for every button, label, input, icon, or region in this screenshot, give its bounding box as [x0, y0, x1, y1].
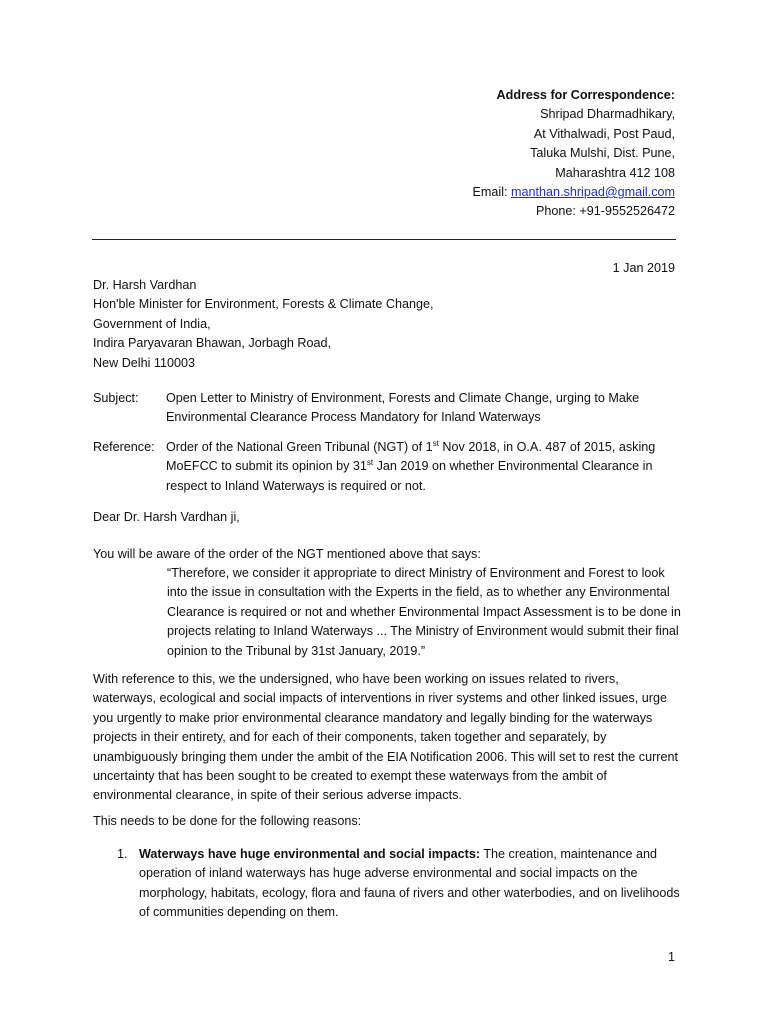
phone-line: Phone: +91-9552526472 — [535, 204, 675, 219]
reference-row — [93, 438, 676, 496]
recipient-street: Indira Paryavaran Bhawan, Jorbagh Road, — [93, 336, 332, 351]
list-item-lead: Waterways have huge environmental and social impacts: — [139, 847, 481, 861]
body-paragraph-2: This needs to be done for the following reasons: — [93, 814, 362, 828]
ngt-order-quote: “Therefore, we consider it appropriate to direct Ministry of Environment and Forest to look into the issue in consultation with the Experts in the field, as to whether any Environmental Clearance is required or not and whether Environmental Impact Assessment is to be done in projects relating to Inland Waterways ... The Ministry of Environment would submit their final opinion to the Tribunal by 31st January, 2019.” — [167, 566, 681, 658]
list-item-text: The creation, maintenance and operation of inland waterways has huge adverse environmental and social impacts on the morphology, habitats, ecology, flora and fauna of rivers and other waterbodies, and on livelihoods of communities depending on them. — [139, 847, 680, 920]
subject-label: Subject: — [93, 391, 139, 405]
email-link[interactable]: manthan.shripad@gmail.com — [511, 185, 675, 200]
body-paragraph-1: With reference to this, we the undersigned, who have been working on issues related to rivers, waterways, ecological and social impacts of interventions in river systems and other linked issues, urge you urgently to make prior environmental clearance mandatory and legally binding for the waterways projects in their entirety, and for each of their components, taken together and separately, by unambiguously bringing them under the ambit of the EIA Notification 2006. This will set to rest the current uncertainty that has been sought to be created to exempt these waterways from the ambit of environmental clearance, in spite of their serious adverse impacts. — [93, 672, 678, 803]
recipient-name: Dr. Harsh Vardhan — [93, 278, 197, 292]
email-line — [473, 183, 675, 202]
recipient-government: Government of India, — [93, 316, 211, 331]
subject-text: Open Letter to Ministry of Environment, Forests and Climate Change, urging to Make Environmental Clearance Process Mandatory for Inland Waterways — [166, 391, 640, 425]
salutation: Dear Dr. Harsh Vardhan ji, — [93, 510, 240, 524]
recipient-block — [93, 276, 433, 373]
page-number: 1 — [668, 950, 676, 964]
subject-row — [93, 389, 676, 428]
address-line-name: Shripad Dharmadhikary, — [540, 107, 675, 122]
correspondence-address — [473, 86, 675, 222]
intro-sentence: You will be aware of the order of the NGT mentioned above that says: — [93, 547, 481, 561]
reference-text: Order of the National Green Tribunal (NGT) of 1st Nov 2018, in O.A. 487 of 2015, asking MoEFCC to submit its opinion by 31st Jan 2019 on whether Environmental Clearance in respect to Inland Waterways is required or not. — [166, 438, 656, 493]
address-line-taluka: Taluka Mulshi, Dist. Pune, — [530, 146, 675, 161]
list-item-body — [139, 845, 690, 923]
reasons-list-item — [117, 845, 690, 923]
address-heading: Address for Correspondence: — [496, 88, 675, 102]
address-line-village: At Vithalwadi, Post Paud, — [533, 126, 675, 141]
recipient-title: Hon'ble Minister for Environment, Forests & Climate Change, — [93, 297, 434, 312]
email-label: Email: — [472, 185, 508, 200]
list-number: 1. — [117, 847, 128, 861]
header-divider — [92, 239, 676, 240]
recipient-city: New Delhi 110003 — [93, 355, 195, 370]
reference-label: Reference: — [93, 440, 155, 454]
letter-date: 1 Jan 2019 — [612, 261, 675, 275]
address-line-state: Maharashtra 412 108 — [555, 165, 675, 180]
